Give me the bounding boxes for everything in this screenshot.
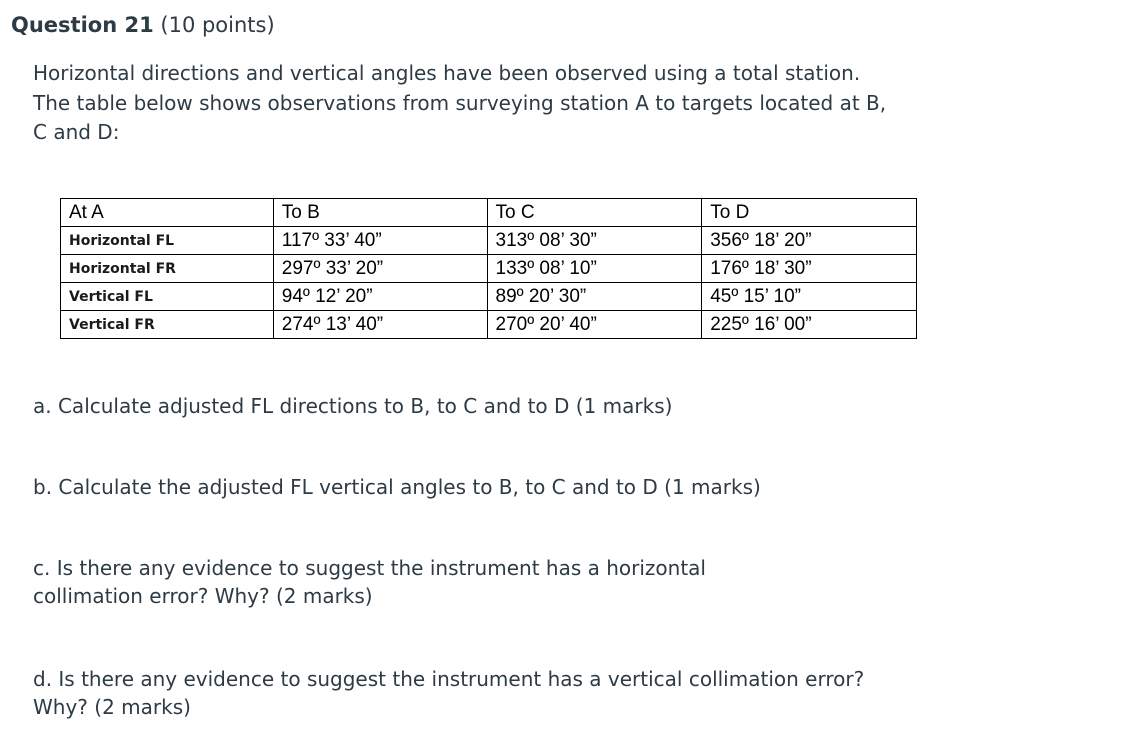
row-label: Horizontal FR <box>61 255 274 283</box>
question-points: (10 points) <box>160 13 275 37</box>
table-cell: 225º 16’ 00” <box>702 311 917 339</box>
table-cell: 274º 13’ 40” <box>273 311 487 339</box>
table-row <box>61 283 917 311</box>
table-cell: 45º 15’ 10” <box>702 283 917 311</box>
table-cell: 297º 33’ 20” <box>273 255 487 283</box>
table-row <box>61 227 917 255</box>
table-cell: 176º 18’ 30” <box>702 255 917 283</box>
part-a-line: a. Calculate adjusted FL directions to B, to C and to D (1 marks) <box>33 394 673 418</box>
part-c-question <box>33 554 706 610</box>
intro-line: The table below shows observations from surveying station A to targets located at B, <box>33 90 887 115</box>
table-cell: 94º 12’ 20” <box>273 283 487 311</box>
part-b-line: b. Calculate the adjusted FL vertical angles to B, to C and to D (1 marks) <box>33 475 761 499</box>
row-label: Vertical FL <box>61 283 274 311</box>
question-header <box>11 11 275 39</box>
table-cell: 89º 20’ 30” <box>487 283 702 311</box>
column-header: To C <box>487 199 702 227</box>
column-header: To B <box>273 199 487 227</box>
table-row <box>61 311 917 339</box>
part-d-question <box>33 665 864 721</box>
row-label: Vertical FR <box>61 311 274 339</box>
table-header-row <box>61 199 917 227</box>
column-header: To D <box>702 199 917 227</box>
table-cell: 313º 08’ 30” <box>487 227 702 255</box>
table-cell: 133º 08’ 10” <box>487 255 702 283</box>
intro-line: C and D: <box>33 120 120 144</box>
table-cell: 117º 33’ 40” <box>273 227 487 255</box>
part-b-question <box>33 473 761 501</box>
part-c-line: c. Is there any evidence to suggest the instrument has a horizontal <box>33 556 706 580</box>
table-cell: 356º 18’ 20” <box>702 227 917 255</box>
part-d-line: d. Is there any evidence to suggest the instrument has a vertical collimation error? <box>33 667 865 691</box>
question-intro <box>33 59 993 148</box>
table-row <box>61 255 917 283</box>
question-title: Question 21 <box>11 13 154 37</box>
row-label: Horizontal FL <box>61 227 274 255</box>
observations-table <box>60 198 917 339</box>
table-cell: 270º 20’ 40” <box>487 311 702 339</box>
part-c-line: collimation error? Why? (2 marks) <box>33 584 373 608</box>
column-header: At A <box>61 199 274 227</box>
intro-line: Horizontal directions and vertical angles have been observed using a total station. <box>33 61 861 85</box>
part-a-question <box>33 392 672 420</box>
part-d-line: Why? (2 marks) <box>33 695 191 719</box>
